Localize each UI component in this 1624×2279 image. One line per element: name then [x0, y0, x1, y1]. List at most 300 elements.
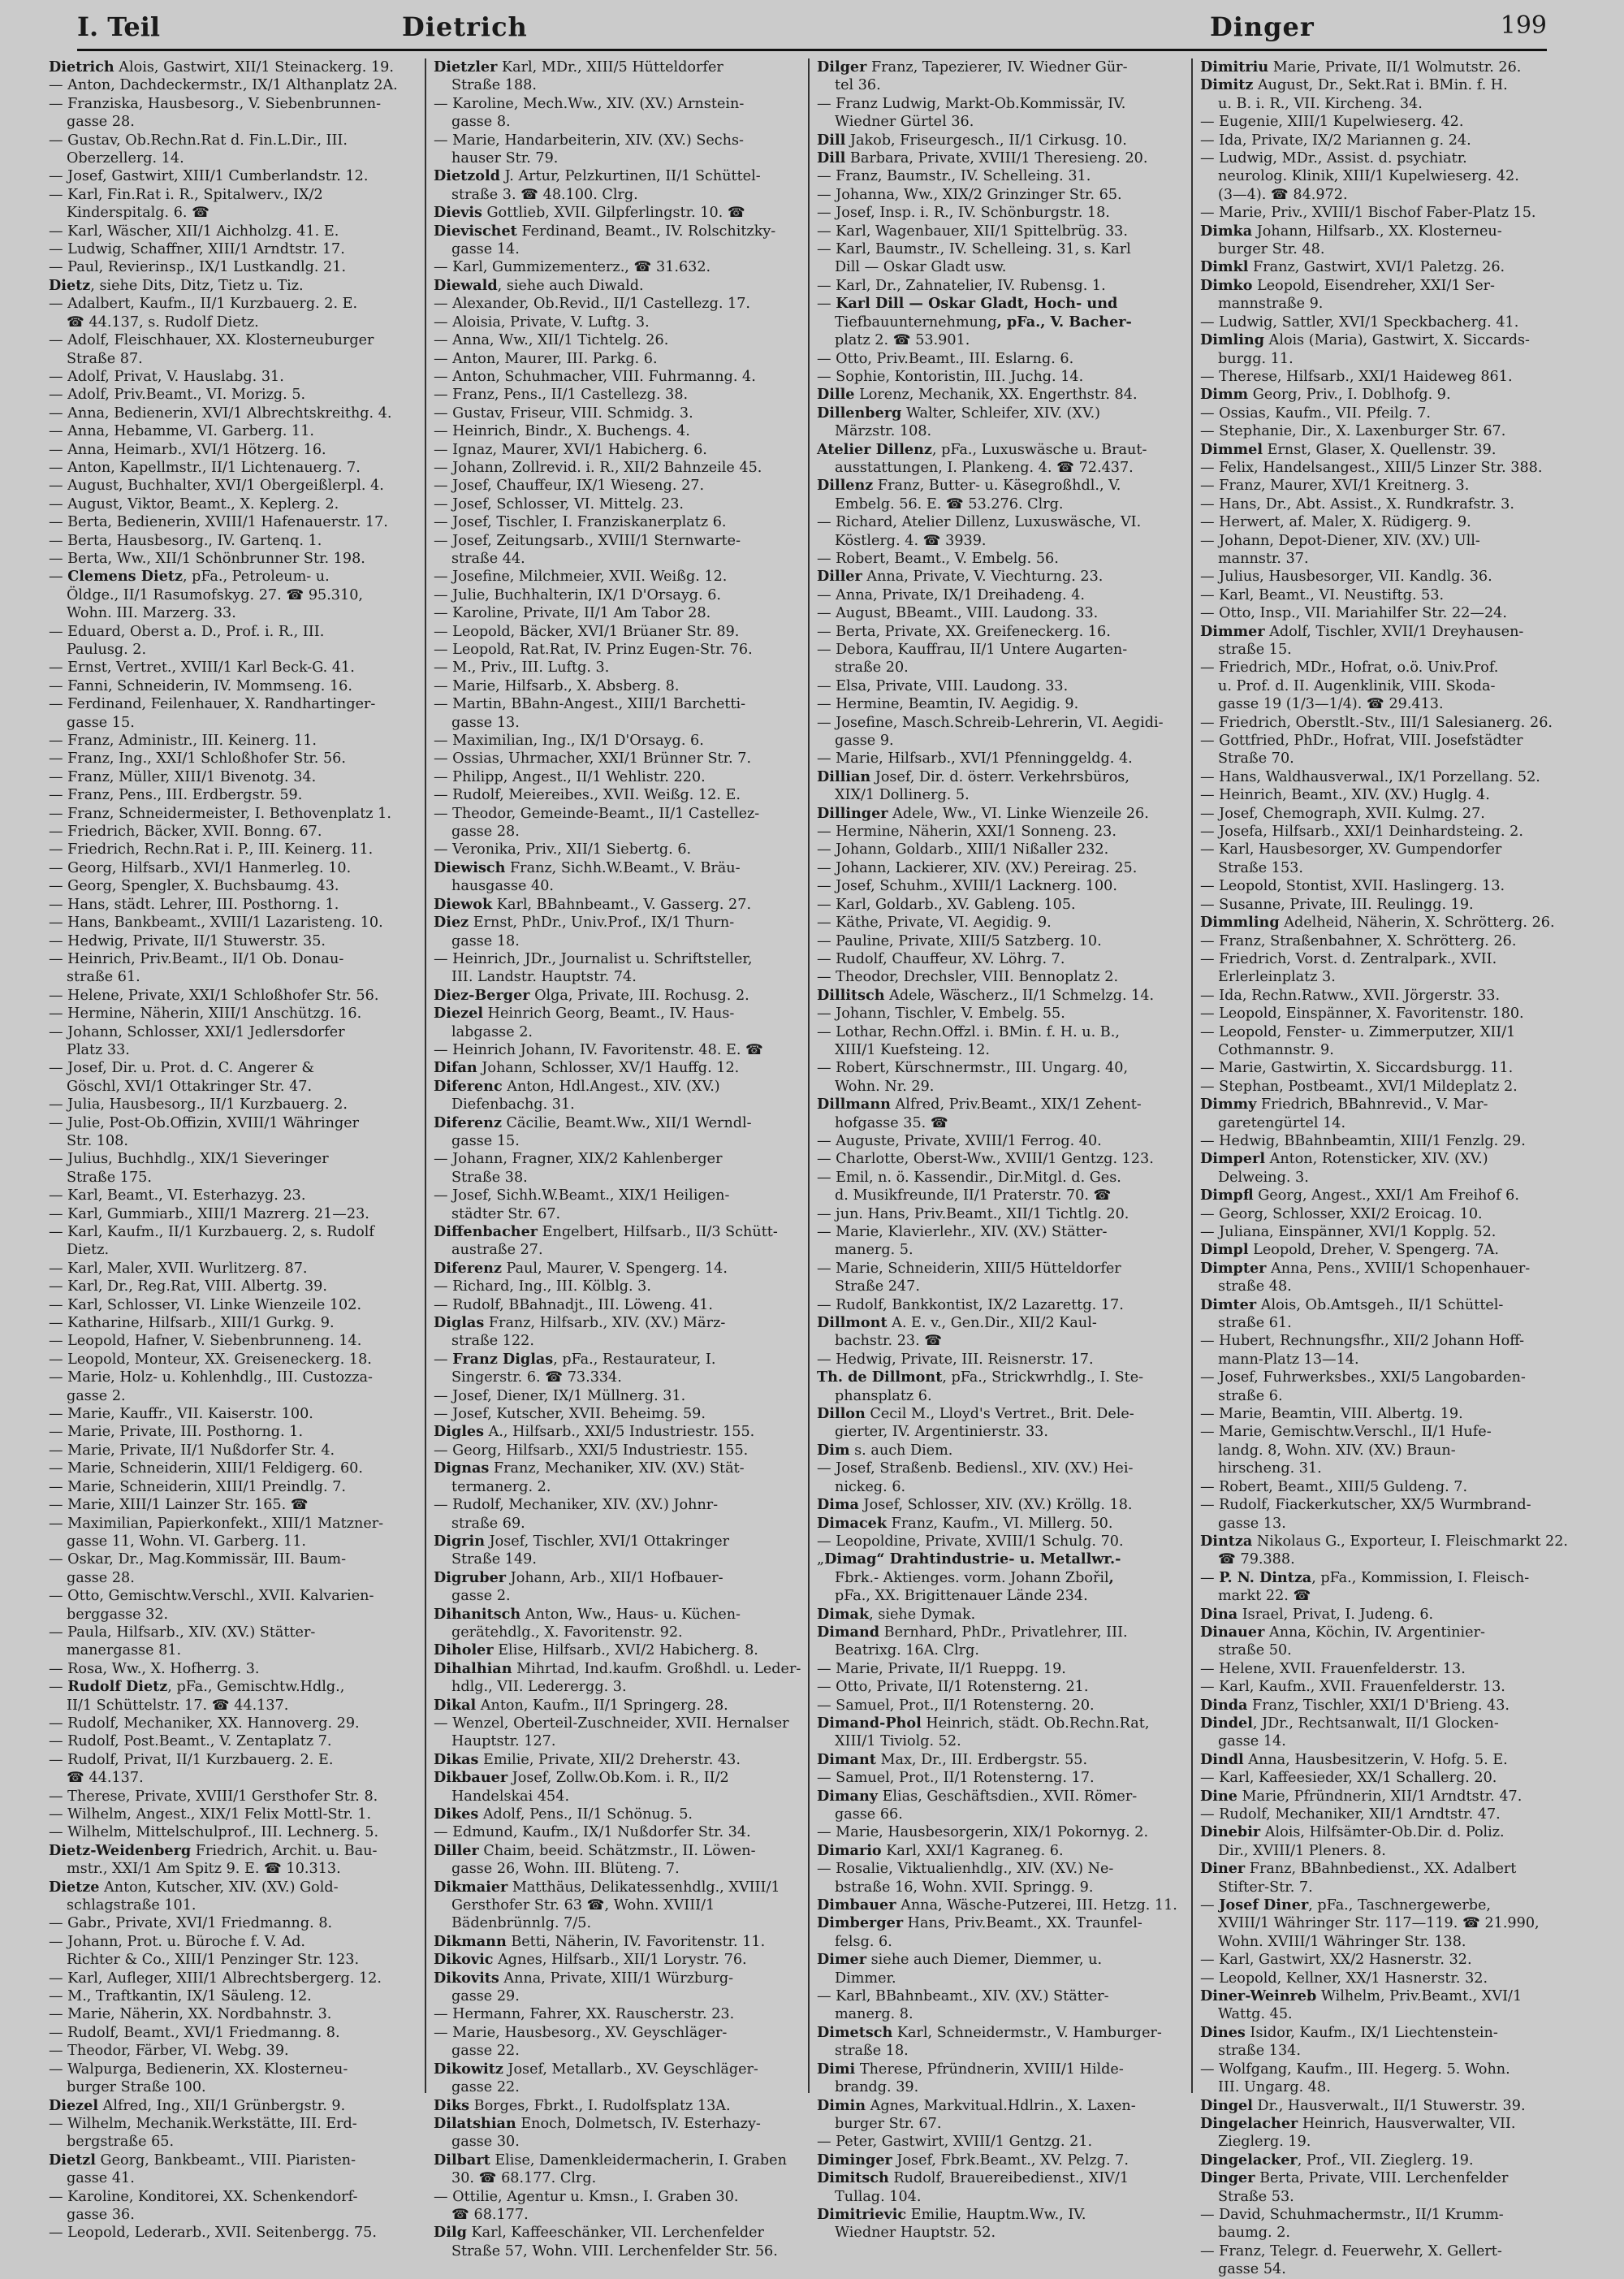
directory-line: markt 22. ☎: [1218, 1588, 1311, 1605]
directory-line: landg. 8, Wohn. XIV. (XV.) Braun-: [1218, 1442, 1456, 1459]
directory-line: Dimak, siehe Dymak.: [817, 1605, 976, 1623]
directory-line: Dillian Josef, Dir. d. österr. Verkehrsbüros,: [817, 768, 1129, 785]
directory-line: — Johann, Zollrevid. i. R., XII/2 Bahnzeile 45.: [434, 459, 762, 476]
directory-line: — Franz, Müller, XIII/1 Bivenotg. 34.: [49, 768, 317, 785]
directory-line: — Robert, Kürschnermstr., III. Ungarg. 40,: [817, 1060, 1129, 1077]
directory-line: Dietzler Karl, MDr., XIII/5 Hütteldorfer: [434, 58, 723, 76]
directory-line: neurolog. Klinik, XIII/1 Kupelwieserg. 42.: [1218, 168, 1519, 185]
directory-line: — Karoline, Mech.Ww., XIV. (XV.) Arnstein-: [434, 95, 745, 112]
directory-line: — Marie, Beamtin, VIII. Albertg. 19.: [1200, 1406, 1463, 1423]
directory-line: Diglas Franz, Hilfsarb., XIV. (XV.) März-: [434, 1314, 726, 1332]
directory-line: Straße 188.: [451, 77, 537, 94]
directory-line: — Rosa, Ww., X. Hofherrg. 3.: [49, 1660, 260, 1677]
directory-line: — Marie, Private, II/1 Rueppg. 19.: [817, 1660, 1066, 1677]
directory-line: — Marie, Priv., XVIII/1 Bischof Faber-Platz 15.: [1200, 205, 1536, 222]
directory-line: gasse 15.: [67, 714, 135, 731]
directory-line: Dievis Gottlieb, XVII. Gilpferlingstr. 10. ☎: [434, 204, 745, 222]
directory-line: — Ignaz, Maurer, XVI/1 Habicherg. 6.: [434, 441, 707, 458]
directory-line: — Josef, Dir. u. Prot. d. C. Angerer &: [49, 1060, 315, 1077]
directory-line: XVIII/1 Währinger Str. 117—119. ☎ 21.990,: [1218, 1915, 1540, 1932]
directory-line: — Julie, Buchhalterin, IX/1 D'Orsayg. 6.: [434, 586, 722, 603]
directory-line: Dimka Johann, Hilfsarb., XX. Klosterneu-: [1200, 222, 1502, 240]
directory-line: — Ludwig, MDr., Assist. d. psychiatr.: [1200, 150, 1467, 167]
directory-line: Dietz-Weidenberg Friedrich, Archit. u. Bau-: [49, 1841, 378, 1859]
directory-line: — Anton, Dachdeckermstr., IX/1 Althanplatz 2A.: [49, 77, 398, 94]
directory-line: — Marie, Gastwirtin, X. Siccardsburgg. 11.: [1200, 1060, 1514, 1077]
directory-line: — Franz, Baumstr., IV. Schelleing. 31.: [817, 168, 1091, 185]
directory-line: Dill Barbara, Private, XVIII/1 Theresieng. 20.: [817, 149, 1148, 167]
directory-line: — Adalbert, Kaufm., II/1 Kurzbauerg. 2. E.: [49, 296, 358, 313]
directory-line: Dimperl Anton, Rotensticker, XIV. (XV.): [1200, 1150, 1488, 1168]
directory-line: straße 3. ☎ 48.100. Clrg.: [451, 186, 638, 203]
directory-line: — Josef, Kutscher, XVII. Beheimg. 59.: [434, 1406, 706, 1423]
directory-line: — Wolfgang, Kaufm., III. Hegerg. 5. Wohn.: [1200, 2061, 1510, 2078]
directory-line: — Franz, Telegr. d. Feuerwehr, X. Gellert-: [1200, 2242, 1502, 2260]
directory-line: gasse 18.: [451, 932, 520, 949]
directory-line: — Rudolf, Meiereibes., XVII. Weißg. 12. E.: [434, 787, 741, 804]
directory-line: — Rudolf, Mechaniker, XIV. (XV.) Johnr-: [434, 1497, 719, 1514]
directory-line: straße 48.: [1218, 1278, 1292, 1295]
directory-line: bstraße 16, Wohn. XVII. Springg. 9.: [835, 1879, 1094, 1896]
directory-line: — Ferdinand, Feilenhauer, X. Randhartinger-: [49, 696, 376, 713]
directory-line: — Heinrich Johann, IV. Favoritenstr. 48. E. ☎: [434, 1041, 763, 1058]
directory-line: — Ludwig, Sattler, XVI/1 Speckbacherg. 41.: [1200, 314, 1519, 331]
directory-line: manerg. 5.: [835, 1242, 914, 1259]
directory-line: — Berta, Private, XX. Greifeneckerg. 16.: [817, 623, 1111, 640]
directory-line: — Otto, Priv.Beamt., III. Eslarng. 6.: [817, 350, 1074, 367]
directory-line: Straße 38.: [451, 1169, 528, 1186]
directory-line: — Marie, Hausbesorg., XV. Geyschläger-: [434, 2024, 728, 2041]
directory-line: Platz 33.: [67, 1041, 130, 1058]
directory-line: — Karl, Fin.Rat i. R., Spitalwerv., IX/2: [49, 186, 323, 203]
directory-line: — Debora, Kauffrau, II/1 Untere Augarten-: [817, 642, 1128, 658]
directory-line: gasse 2.: [451, 1588, 511, 1605]
directory-line: Straße 53.: [1218, 2188, 1294, 2205]
directory-line: Straße 175.: [67, 1169, 152, 1186]
directory-line: austraße 27.: [451, 1242, 543, 1259]
directory-line: — Julie, Post-Ob.Offizin, XVIII/1 Währinger: [49, 1114, 360, 1131]
directory-line: Dikmaier Matthäus, Delikatessenhdlg., XVIII/1: [434, 1878, 780, 1896]
directory-line: gasse 22.: [451, 2043, 520, 2060]
directory-line: — Marie, Gemischtw.Verschl., II/1 Hufe-: [1200, 1424, 1492, 1441]
directory-line: — Leopoldine, Private, XVIII/1 Schulg. 70.: [817, 1533, 1124, 1550]
directory-line: — Karl, Gummiarb., XIII/1 Mazrerg. 21—23.: [49, 1205, 369, 1222]
directory-line: — Johann, Depot-Diener, XIV. (XV.) Ull-: [1200, 532, 1480, 549]
directory-line: gasse 13.: [451, 714, 520, 731]
directory-line: — Gottfried, PhDr., Hofrat, VIII. Josefstädter: [1200, 733, 1523, 750]
directory-line: — Marie, Hilfsarb., X. Absberg. 8.: [434, 677, 680, 694]
directory-line: — P. N. Dintza, pFa., Kommission, I. Fleisch-: [1200, 1568, 1530, 1586]
directory-line: Tullag. 104.: [835, 2188, 922, 2205]
directory-line: — Marie, Private, III. Posthorng. 1.: [49, 1424, 304, 1441]
directory-line: — Marie, Klavierlehr., XIV. (XV.) Stätter-: [817, 1224, 1108, 1240]
directory-line: ausstattungen, I. Plankeng. 4. ☎ 72.437.: [835, 459, 1134, 476]
directory-line: — Karl, Beamt., VI. Esterhazyg. 23.: [49, 1187, 306, 1204]
directory-line: Dietzold J. Artur, Pelzkurtinen, II/1 Schüttel-: [434, 167, 761, 185]
directory-line: hirscheng. 31.: [1218, 1460, 1322, 1477]
directory-line: ☎ 79.388.: [1218, 1551, 1295, 1568]
directory-line: Dikal Anton, Kaufm., II/1 Springerg. 28.: [434, 1696, 728, 1714]
directory-line: Dingel Dr., Hausverwalt., II/1 Stuwerstr. 39.: [1200, 2096, 1526, 2114]
directory-line: Dikmann Betti, Näherin, IV. Favoritenstr. 11.: [434, 1932, 766, 1950]
directory-line: Dimer siehe auch Diemer, Diemmer, u.: [817, 1951, 1103, 1969]
directory-line: Dinger Berta, Private, VIII. Lerchenfelder: [1200, 2169, 1509, 2187]
directory-line: — Karl, Goldarb., XV. Gableng. 105.: [817, 896, 1076, 913]
directory-line: platz 2. ☎ 53.901.: [835, 332, 970, 349]
directory-line: Th. de Dillmont, pFa., Strickwrhdlg., I. Ste-: [817, 1369, 1144, 1386]
directory-line: bachstr. 23. ☎: [835, 1333, 943, 1350]
directory-line: — Rudolf, Post.Beamt., V. Zentaplatz 7.: [49, 1733, 332, 1750]
directory-line: gasse 11, Wohn. VI. Garberg. 11.: [67, 1533, 307, 1550]
directory-line: — Stephanie, Dir., X. Laxenburger Str. 67.: [1200, 423, 1506, 440]
directory-line: Dilg Karl, Kaffeeschänker, VII. Lerchenfelder: [434, 2224, 764, 2242]
directory-line: Dillenberg Walter, Schleifer, XIV. (XV.): [817, 404, 1101, 422]
directory-line: — Georg, Schlosser, XXI/2 Eroicag. 10.: [1200, 1205, 1483, 1222]
directory-line: — Leopold, Monteur, XX. Greiseneckerg. 18.: [49, 1351, 372, 1368]
directory-line: — Georg, Hilfsarb., XVI/1 Hanmerleg. 10.: [49, 859, 352, 876]
directory-line: — Felix, Handelsangest., XIII/5 Linzer Str. 388.: [1200, 459, 1543, 476]
directory-line: — Ossias, Uhrmacher, XXI/1 Brünner Str. 7.: [434, 750, 752, 768]
directory-line: gasse 28.: [67, 114, 135, 131]
directory-line: Diferenz Cäcilie, Beamt.Ww., XII/1 Werndl-: [434, 1114, 752, 1131]
directory-line: — Berta, Ww., XII/1 Schönbrunner Str. 198.: [49, 550, 365, 567]
directory-line: Dikovits Anna, Private, XIII/1 Würzburg-: [434, 1969, 734, 1987]
directory-line: — Gustav, Friseur, VIII. Schmidg. 3.: [434, 404, 693, 422]
directory-line: — Robert, Beamt., XIII/5 Guldeng. 7.: [1200, 1478, 1468, 1495]
directory-line: — Hedwig, BBahnbeamtin, XIII/1 Fenzlg. 29.: [1200, 1132, 1526, 1149]
directory-line: — M., Priv., III. Luftg. 3.: [434, 659, 610, 677]
directory-line: — Leopold, Bäcker, XVI/1 Brüaner Str. 89.: [434, 623, 740, 640]
directory-line: — Karl, Wäscher, XII/1 Aichholzg. 41. E.: [49, 223, 339, 240]
directory-line: Wattg. 45.: [1218, 2006, 1293, 2023]
directory-line: gasse 28.: [451, 824, 520, 841]
last-entry-word: Dinger: [1210, 11, 1315, 42]
directory-column-2: [434, 58, 801, 2260]
directory-line: Dimin Agnes, Markvitual.Hdlrin., X. Laxen-: [817, 2096, 1136, 2114]
directory-line: Dintza Nikolaus G., Exporteur, I. Fleischmarkt 22.: [1200, 1532, 1569, 1550]
directory-line: Str. 108.: [67, 1132, 128, 1149]
directory-line: u. Prof. d. II. Augenklinik, VIII. Skoda-: [1218, 677, 1496, 694]
directory-line: — Rudolf, Fiackerkutscher, XX/5 Wurmbrand-: [1200, 1497, 1531, 1514]
directory-line: Fbrk.- Aktienges. vorm. Johann Zbořil,: [835, 1568, 1114, 1586]
directory-line: gerätehdlg., X. Favoritenstr. 92.: [451, 1624, 683, 1641]
directory-line: — Theodor, Gemeinde-Beamt., II/1 Castellez-: [434, 805, 760, 822]
directory-line: — Friedrich, MDr., Hofrat, o.ö. Univ.Prof.: [1200, 659, 1499, 677]
directory-line: — August, BBeamt., VIII. Laudong. 33.: [817, 605, 1099, 622]
directory-line: — Karoline, Konditorei, XX. Schenkendorf-: [49, 2188, 358, 2205]
directory-line: gasse 22.: [451, 2079, 520, 2096]
directory-line: gasse 41.: [67, 2170, 135, 2187]
directory-line: — Anna, Private, IX/1 Dreihadeng. 4.: [817, 586, 1086, 603]
directory-line: — Karl, Beamt., VI. Neustiftg. 53.: [1200, 586, 1445, 603]
directory-line: — Anton, Maurer, III. Parkg. 6.: [434, 350, 658, 367]
directory-line: — Franz, Schneidermeister, I. Bethovenplatz 1.: [49, 805, 391, 822]
directory-line: — Therese, Hilfsarb., XXI/1 Haideweg 861.: [1200, 368, 1513, 385]
directory-line: Dim s. auch Diem.: [817, 1441, 953, 1459]
directory-line: burger Str. 48.: [1218, 241, 1325, 258]
directory-line: Dina Israel, Privat, I. Judeng. 6.: [1200, 1605, 1434, 1623]
directory-line: straße 18.: [835, 2043, 909, 2060]
directory-line: — Ossias, Kaufm., VII. Pfeilg. 7.: [1200, 404, 1431, 422]
directory-line: — Berta, Hausbesorg., IV. Gartenq. 1.: [49, 532, 322, 549]
directory-line: hauser Str. 79.: [451, 150, 559, 167]
directory-line: — Franziska, Hausbesorg., V. Siebenbrunnen-: [49, 95, 382, 112]
directory-line: — Lothar, Rechn.Offzl. i. BMin. f. H. u. B.,: [817, 1023, 1120, 1040]
directory-line: — Karl, Dr., Zahnatelier, IV. Rubensg. 1.: [817, 277, 1106, 294]
directory-line: straße 122.: [451, 1333, 534, 1350]
directory-line: Hauptstr. 127.: [451, 1733, 556, 1750]
directory-line: — Friedrich, Bäcker, XVII. Bonng. 67.: [49, 824, 322, 841]
directory-line: Stifter-Str. 7.: [1218, 1879, 1313, 1896]
directory-line: Diez-Berger Olga, Private, III. Rochusg. 2.: [434, 986, 749, 1004]
directory-line: — Stephan, Postbeamt., XVI/1 Mildeplatz 2.: [1200, 1078, 1518, 1095]
directory-line: — Samuel, Prot., II/1 Rotensterng. 20.: [817, 1697, 1095, 1714]
directory-line: — Karl, Aufleger, XIII/1 Albrechtsbergerg. 12.: [49, 1970, 382, 1987]
directory-line: Diez Ernst, PhDr., Univ.Prof., IX/1 Thurn-: [434, 914, 735, 932]
directory-line: — Philipp, Angest., II/1 Wehlistr. 220.: [434, 768, 706, 785]
directory-line: Wiedner Gürtel 36.: [835, 114, 974, 131]
directory-line: — Sophie, Kontoristin, III. Juchg. 14.: [817, 368, 1084, 385]
directory-line: — Oskar, Dr., Mag.Kommissär, III. Baum-: [49, 1551, 347, 1568]
directory-line: Dimter Alois, Ob.Amtsgeh., II/1 Schüttel-: [1200, 1295, 1504, 1313]
directory-line: gasse 36.: [67, 2206, 135, 2223]
directory-line: — Pauline, Private, XIII/5 Satzberg. 10.: [817, 932, 1102, 949]
directory-line: — Rudolf, Mechaniker, XII/1 Arndtstr. 47.: [1200, 1806, 1501, 1823]
directory-line: — Gustav, Ob.Rechn.Rat d. Fin.L.Dir., III.: [49, 132, 348, 149]
directory-line: — Ida, Rechn.Ratww., XVII. Jörgerstr. 33.: [1200, 987, 1501, 1004]
directory-line: Erlerleinplatz 3.: [1218, 969, 1336, 986]
directory-line: garetengürtel 14.: [1218, 1114, 1346, 1131]
directory-line: — Richard, Atelier Dillenz, Luxuswäsche, VI.: [817, 514, 1142, 531]
directory-line: — Ida, Private, IX/2 Mariannen g. 24.: [1200, 132, 1471, 149]
directory-line: — Leopold, Lederarb., XVII. Seitenbergg. 75.: [49, 2225, 377, 2242]
directory-line: mannstr. 37.: [1218, 550, 1309, 567]
directory-line: — Marie, Private, II/1 Nußdorfer Str. 4.: [49, 1442, 335, 1459]
directory-line: Difan Johann, Schlosser, XV/1 Hauffg. 12.: [434, 1059, 740, 1077]
directory-line: Dikes Adolf, Pens., II/1 Schönug. 5.: [434, 1805, 693, 1823]
directory-line: — Hans, Bankbeamt., XVIII/1 Lazaristeng. 10.: [49, 915, 383, 932]
directory-line: — Karl, Kaffeesieder, XX/1 Schallerg. 20.: [1200, 1770, 1497, 1787]
directory-line: straße 69.: [451, 1515, 525, 1532]
directory-line: Dingelacher Heinrich, Hausverwalter, VII.: [1200, 2114, 1516, 2132]
directory-line: Diefenbachg. 31.: [451, 1096, 575, 1114]
directory-line: Richter & Co., XIII/1 Penzinger Str. 123.: [67, 1952, 360, 1969]
directory-line: — Therese, Private, XVIII/1 Gersthofer Str. 8.: [49, 1788, 378, 1805]
directory-line: — Franz, Pens., III. Erdbergstr. 59.: [49, 787, 303, 804]
directory-line: Dimling Alois (Maria), Gastwirt, X. Siccards-: [1200, 331, 1530, 349]
directory-line: III. Landstr. Hauptstr. 74.: [451, 969, 637, 986]
directory-line: — Hedwig, Private, III. Reisnerstr. 17.: [817, 1351, 1094, 1368]
directory-line: — Theodor, Drechsler, VIII. Bennoplatz 2.: [817, 969, 1119, 986]
directory-line: Dimitz August, Dr., Sekt.Rat i. BMin. f. H.: [1200, 76, 1508, 94]
directory-line: — Clemens Dietz, pFa., Petroleum- u.: [49, 568, 330, 586]
directory-line: gierter, IV. Argentinierstr. 33.: [835, 1424, 1048, 1441]
directory-line: — Leopold, Kellner, XX/1 Hasnerstr. 32.: [1200, 1970, 1488, 1987]
directory-line: — Josef, Sichh.W.Beamt., XIX/1 Heiligen-: [434, 1187, 730, 1204]
directory-line: — Friedrich, Oberstlt.-Stv., III/1 Salesianerg. 26.: [1200, 714, 1553, 731]
directory-line: — Karl Dill — Oskar Gladt, Hoch- und: [817, 295, 1118, 313]
directory-line: Dines Isidor, Kaufm., IX/1 Liechtenstein-: [1200, 2023, 1498, 2041]
directory-line: — Heinrich, JDr., Journalist u. Schriftsteller,: [434, 950, 753, 967]
directory-line: ☎ 68.177.: [451, 2206, 529, 2223]
directory-line: — Otto, Insp., VII. Mariahilfer Str. 22—24.: [1200, 605, 1507, 622]
directory-line: Diner-Weinreb Wilhelm, Priv.Beamt., XVI/1: [1200, 1987, 1522, 2005]
directory-line: Dinauer Anna, Köchin, IV. Argentinier-: [1200, 1623, 1485, 1641]
directory-line: Dimand Bernhard, PhDr., Privatlehrer, III.: [817, 1623, 1128, 1641]
directory-line: gasse 14.: [1218, 1733, 1286, 1750]
directory-line: — Ernst, Vertret., XVIII/1 Karl Beck-G. 41.: [49, 659, 355, 677]
directory-line: XIII/1 Tiviolg. 52.: [835, 1733, 961, 1750]
directory-line: — Josef, Fuhrwerksbes., XXI/5 Langobarden-: [1200, 1369, 1526, 1386]
directory-line: gasse 54.: [1218, 2261, 1286, 2278]
directory-line: — Anna, Heimarb., XVI/1 Hötzerg. 16.: [49, 441, 326, 458]
directory-line: — Ottilie, Agentur u. Kmsn., I. Graben 30.: [434, 2188, 739, 2205]
directory-line: Dimitrievic Emilie, Hauptm.Ww., IV.: [817, 2205, 1086, 2223]
directory-line: pFa., XX. Brigittenauer Lände 234.: [835, 1588, 1088, 1605]
first-entry-word: Dietrich: [402, 11, 528, 42]
directory-line: Dievischet Ferdinand, Beamt., IV. Rolschitzky-: [434, 222, 776, 240]
directory-line: Digruber Johann, Arb., XII/1 Hofbauer-: [434, 1568, 723, 1586]
directory-line: — Franz Diglas, pFa., Restaurateur, I.: [434, 1350, 716, 1368]
directory-line: Diezel Alfred, Ing., XII/1 Grünbergstr. 9.: [49, 2096, 346, 2114]
directory-line: mstr., XXI/1 Am Spitz 9. E. ☎ 10.313.: [67, 1861, 341, 1878]
directory-line: — Edmund, Kaufm., IX/1 Nußdorfer Str. 34.: [434, 1824, 751, 1841]
directory-line: Cothmannstr. 9.: [1218, 1041, 1334, 1058]
directory-line: Dikas Emilie, Private, XII/2 Dreherstr. 43.: [434, 1750, 741, 1768]
directory-line: — Samuel, Prot., II/1 Rotensterng. 17.: [817, 1770, 1095, 1787]
directory-line: — Auguste, Private, XVIII/1 Ferrog. 40.: [817, 1132, 1102, 1149]
directory-line: — Karl, Dr., Reg.Rat, VIII. Albertg. 39.: [49, 1278, 327, 1295]
directory-line: — Marie, XIII/1 Lainzer Str. 165. ☎: [49, 1497, 309, 1514]
directory-line: — Julius, Hausbesorger, VII. Kandlg. 36.: [1200, 569, 1492, 586]
directory-line: Beatrixg. 16A. Clrg.: [835, 1642, 979, 1659]
directory-line: Kinderspitalg. 6. ☎: [67, 205, 210, 222]
directory-line: Dillmont A. E. v., Gen.Dir., XII/2 Kaul-: [817, 1314, 1097, 1332]
directory-line: — Elsa, Private, VIII. Laudong. 33.: [817, 677, 1069, 694]
directory-line: Paulusg. 2.: [67, 642, 147, 658]
directory-line: brandg. 39.: [835, 2079, 919, 2096]
directory-line: gasse 66.: [835, 1806, 903, 1823]
directory-line: — Maximilian, Ing., IX/1 D'Orsayg. 6.: [434, 733, 704, 750]
directory-line: hdlg., VII. Lederergg. 3.: [451, 1679, 627, 1696]
directory-line: burger Straße 100.: [67, 2079, 206, 2096]
directory-line: Dimko Leopold, Eisendreher, XXI/1 Ser-: [1200, 276, 1495, 294]
directory-line: Dima Josef, Schlosser, XIV. (XV.) Kröllg. 18.: [817, 1496, 1133, 1514]
directory-line: nickeg. 6.: [835, 1478, 906, 1495]
directory-line: Dimacek Franz, Kaufm., VI. Millerg. 50.: [817, 1514, 1113, 1532]
directory-line: hausgasse 40.: [451, 878, 554, 895]
directory-line: ☎ 44.137.: [67, 1770, 144, 1787]
directory-column-4: [1200, 58, 1569, 2278]
directory-line: — Leopold, Hafner, V. Siebenbrunneng. 14.: [49, 1333, 362, 1350]
directory-line: Diminger Josef, Fbrk.Beamt., XV. Pelzg. 7.: [817, 2151, 1129, 2169]
directory-line: — Veronika, Priv., XII/1 Siebertg. 6.: [434, 841, 692, 858]
directory-line: — M., Traftkantin, IX/1 Säuleng. 12.: [49, 1988, 312, 2005]
directory-line: — Hubert, Rechnungsfhr., XII/2 Johann Hoff-: [1200, 1333, 1525, 1350]
directory-column-1: [49, 58, 416, 2242]
directory-line: — Hermine, Näherin, XIII/1 Anschützg. 16.: [49, 1005, 362, 1023]
directory-line: — Wilhelm, Mittelschulprof., III. Lechnerg. 5.: [49, 1824, 379, 1841]
directory-line: — Eugenie, XIII/1 Kupelwieserg. 42.: [1200, 114, 1464, 131]
directory-line: Dimitriu Marie, Private, II/1 Wolmutstr. 26.: [1200, 58, 1522, 76]
directory-line: Dilbart Elise, Damenkleidermacherin, I. Graben: [434, 2151, 787, 2169]
directory-line: — Maximilian, Papierkonfekt., XIII/1 Matzner-: [49, 1515, 384, 1532]
directory-line: — Josefine, Masch.Schreib-Lehrerin, VI. Aegidi-: [817, 714, 1164, 731]
directory-line: — Karl, Schlosser, VI. Linke Wienzeile 102.: [49, 1296, 362, 1313]
directory-line: gasse 9.: [835, 733, 894, 750]
directory-line: — Karl, Gastwirt, XX/2 Hasnerstr. 32.: [1200, 1952, 1472, 1969]
directory-line: Dihanitsch Anton, Ww., Haus- u. Küchen-: [434, 1605, 741, 1623]
directory-line: straße 61.: [67, 969, 140, 986]
directory-line: — Josef, Chemograph, XVII. Kulmg. 27.: [1200, 805, 1485, 822]
directory-line: Dimmy Friedrich, BBahnrevid., V. Mar-: [1200, 1096, 1488, 1114]
directory-line: Dimant Max, Dr., III. Erdbergstr. 55.: [817, 1750, 1088, 1768]
directory-line: — jun. Hans, Priv.Beamt., XII/1 Tichtlg. 20.: [817, 1205, 1129, 1222]
directory-line: Dimitsch Rudolf, Brauereibedienst., XIV/1: [817, 2169, 1129, 2187]
directory-line: — Heinrich, Bindr., X. Buchengs. 4.: [434, 423, 690, 440]
directory-line: phansplatz 6.: [835, 1387, 932, 1404]
directory-line: III. Ungarg. 48.: [1218, 2079, 1331, 2096]
directory-line: — Aloisia, Private, V. Luftg. 3.: [434, 314, 650, 331]
directory-line: — Anton, Schuhmacher, VIII. Fuhrmanng. 4.: [434, 368, 756, 385]
directory-line: Singerstr. 6. ☎ 73.334.: [451, 1369, 622, 1386]
directory-line: Straße 153.: [1218, 859, 1303, 876]
directory-line: — Franz, Straßenbahner, X. Schrötterg. 26.: [1200, 932, 1517, 949]
directory-line: Dillitsch Adele, Wäscherz., II/1 Schmelzg. 14.: [817, 986, 1155, 1004]
directory-line: — Friedrich, Vorst. d. Zentralpark., XVII.: [1200, 950, 1497, 967]
directory-line: Dimpfl Georg, Angest., XXI/1 Am Freihof 6.: [1200, 1187, 1519, 1204]
directory-line: — Walpurga, Bedienerin, XX. Klosterneu-: [49, 2061, 348, 2078]
directory-line: Wiedner Hauptstr. 52.: [835, 2225, 996, 2242]
directory-line: — Heinrich, Priv.Beamt., II/1 Ob. Donau-: [49, 950, 344, 967]
directory-line: Dillmann Alfred, Priv.Beamt., XIX/1 Zehent-: [817, 1096, 1142, 1114]
directory-line: — Anna, Bedienerin, XVI/1 Albrechtskreithg. 4.: [49, 404, 392, 422]
directory-line: Dimand-Phol Heinrich, städt. Ob.Rechn.Rat,: [817, 1714, 1150, 1732]
directory-line: — Hermann, Fahrer, XX. Rauscherstr. 23.: [434, 2006, 735, 2023]
directory-line: d. Musikfreunde, II/1 Praterstr. 70. ☎: [835, 1187, 1112, 1204]
directory-line: straße 61.: [1218, 1315, 1292, 1332]
directory-line: straße 50.: [1218, 1642, 1292, 1659]
directory-column-3: [817, 58, 1184, 2242]
directory-line: — Karl, Hausbesorger, XV. Gumpendorfer: [1200, 841, 1502, 858]
directory-line: — Heinrich, Beamt., XIV. (XV.) Huglg. 4.: [1200, 787, 1490, 804]
directory-line: — Friedrich, Rechn.Rat i. P., III. Keinerg. 11.: [49, 841, 374, 858]
directory-line: Diffenbacher Engelbert, Hilfsarb., II/3 Schütt-: [434, 1223, 778, 1240]
directory-line: — Karl, Baumstr., IV. Schelleing. 31, s. Karl: [817, 241, 1131, 258]
directory-line: — Josef Diner, pFa., Taschnergewerbe,: [1200, 1896, 1492, 1914]
directory-line: Dingelacker, Prof., VII. Zieglerg. 19.: [1200, 2151, 1474, 2169]
directory-line: — Leopold, Stontist, XVII. Haslingerg. 13.: [1200, 878, 1505, 895]
directory-line: Diks Borges, Fbrkt., I. Rudolfsplatz 13A.: [434, 2096, 731, 2114]
directory-line: — Rudolf, Chauffeur, XV. Löhrg. 7.: [817, 950, 1065, 967]
directory-line: — Rudolf, BBahnadjt., III. Löweng. 41.: [434, 1296, 713, 1313]
directory-line: — Otto, Gemischtw.Verschl., XVII. Kalvarien-: [49, 1588, 374, 1605]
directory-line: Handelskai 454.: [451, 1788, 570, 1805]
directory-line: termanerg. 2.: [451, 1478, 551, 1495]
directory-line: Dimm Georg, Priv., I. Doblhofg. 9.: [1200, 386, 1451, 404]
directory-line: Dilger Franz, Tapezierer, IV. Wiedner Gür-: [817, 58, 1128, 76]
directory-line: — Karl, Wagenbauer, XII/1 Spittelbrüg. 33.: [817, 223, 1128, 240]
directory-line: mannstraße 9.: [1218, 296, 1324, 313]
directory-line: straße 134.: [1218, 2043, 1301, 2060]
directory-line: — Paula, Hilfsarb., XIV. (XV.) Stätter-: [49, 1624, 316, 1641]
directory-line: — Leopold, Einspänner, X. Favoritenstr. 180.: [1200, 1005, 1524, 1023]
directory-line: — Peter, Gastwirt, XVIII/1 Gentzg. 21.: [817, 2134, 1093, 2151]
directory-line: Diner Franz, BBahnbedienst., XX. Adalbert: [1200, 1860, 1517, 1878]
directory-line: gasse 13.: [1218, 1515, 1286, 1532]
directory-line: Dietzl Georg, Bankbeamt., VIII. Piaristen-: [49, 2151, 356, 2169]
directory-line: Dikbauer Josef, Zollw.Ob.Kom. i. R., II/2: [434, 1769, 729, 1787]
